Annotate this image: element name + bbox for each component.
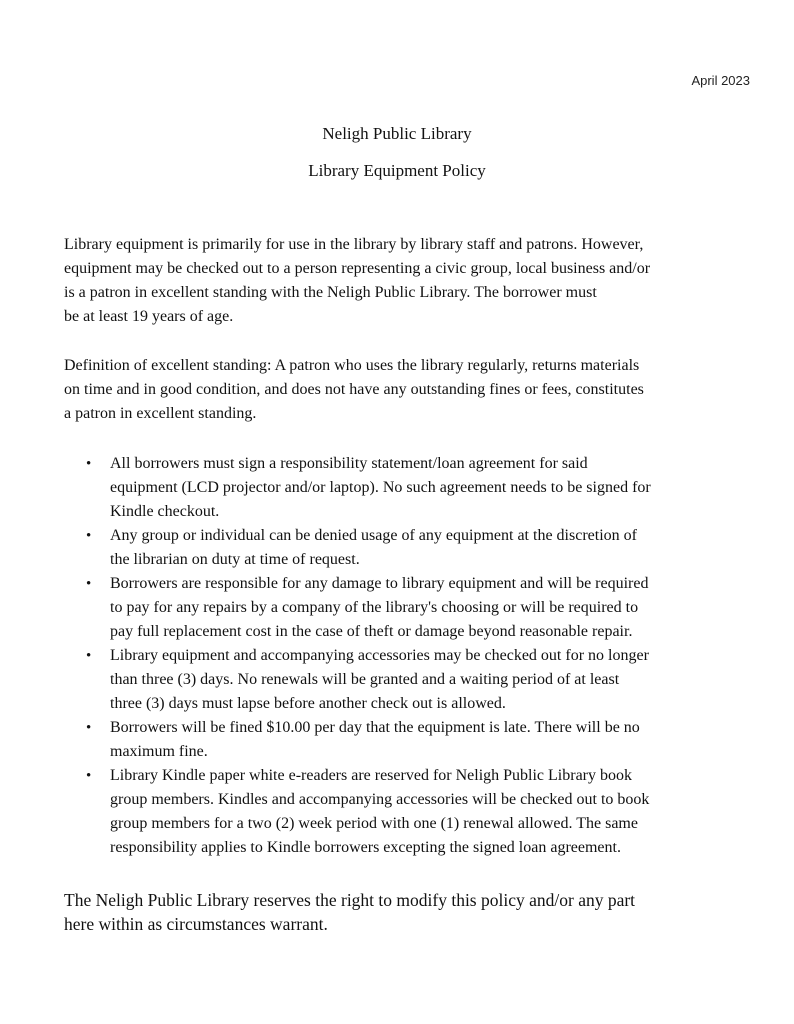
definition-paragraph [64,354,744,426]
bullet-line: Kindle checkout. [110,503,220,520]
intro-line: equipment may be checked out to a person representing a civic group, local business and/or [64,260,651,277]
intro-line: Library equipment is primarily for use in the library by library staff and patrons. However, [64,236,644,253]
bullet-line: to pay for any repairs by a company of the library's choosing or will be required to [110,599,639,616]
bullet-line: Borrowers are responsible for any damage to library equipment and will be required [110,575,649,592]
document-date: April 2023 [691,73,750,88]
policy-bullet-list [64,452,744,860]
bullet-line: the librarian on duty at time of request. [110,551,360,568]
bullet-line: Borrowers will be fined $10.00 per day that the equipment is late. There will be no [110,719,640,736]
bullet-line: than three (3) days. No renewals will be granted and a waiting period of at least [110,671,620,688]
intro-paragraph [64,233,744,329]
bullet-line: group members for a two (2) week period with one (1) renewal allowed. The same [110,815,638,832]
document-title: Library Equipment Policy [308,161,486,180]
policy-bullet-item [64,644,744,716]
bullet-line: All borrowers must sign a responsibility statement/loan agreement for said [110,455,588,472]
bullet-line: Library equipment and accompanying accessories may be checked out for no longer [110,647,649,664]
closing-line: The Neligh Public Library reserves the right to modify this policy and/or any part [64,890,636,910]
definition-line: a patron in excellent standing. [64,405,257,422]
bullet-line: Any group or individual can be denied usage of any equipment at the discretion of [110,527,637,544]
policy-bullet-item [64,524,744,572]
bullet-line: Library Kindle paper white e-readers are reserved for Neligh Public Library book [110,767,633,784]
bullet-line: maximum fine. [110,743,208,760]
bullet-icon: • [86,576,92,592]
closing-paragraph [64,888,764,936]
bullet-icon: • [86,648,92,664]
definition-line: Definition of excellent standing: A patron who uses the library regularly, returns materials [64,357,640,374]
policy-bullet-item [64,764,744,860]
definition-line: on time and in good condition, and does not have any outstanding fines or fees, constitutes [64,381,644,398]
bullet-icon: • [86,768,92,784]
bullet-line: equipment (LCD projector and/or laptop). No such agreement needs to be signed for [110,479,651,496]
bullet-line: responsibility applies to Kindle borrowers excepting the signed loan agreement. [110,839,621,856]
bullet-line: pay full replacement cost in the case of theft or damage beyond reasonable repair. [110,623,633,640]
bullet-icon: • [86,456,92,472]
organization-title: Neligh Public Library [322,124,472,143]
policy-bullet-item [64,452,744,524]
policy-bullet-item [64,716,744,764]
bullet-icon: • [86,720,92,736]
intro-line: be at least 19 years of age. [64,308,234,325]
policy-bullet-item [64,572,744,644]
bullet-icon: • [86,528,92,544]
intro-line: is a patron in excellent standing with the Neligh Public Library. The borrower must [64,284,597,301]
bullet-line: three (3) days must lapse before another check out is allowed. [110,695,506,712]
bullet-line: group members. Kindles and accompanying accessories will be checked out to book [110,791,650,808]
closing-line: here within as circumstances warrant. [64,914,328,934]
